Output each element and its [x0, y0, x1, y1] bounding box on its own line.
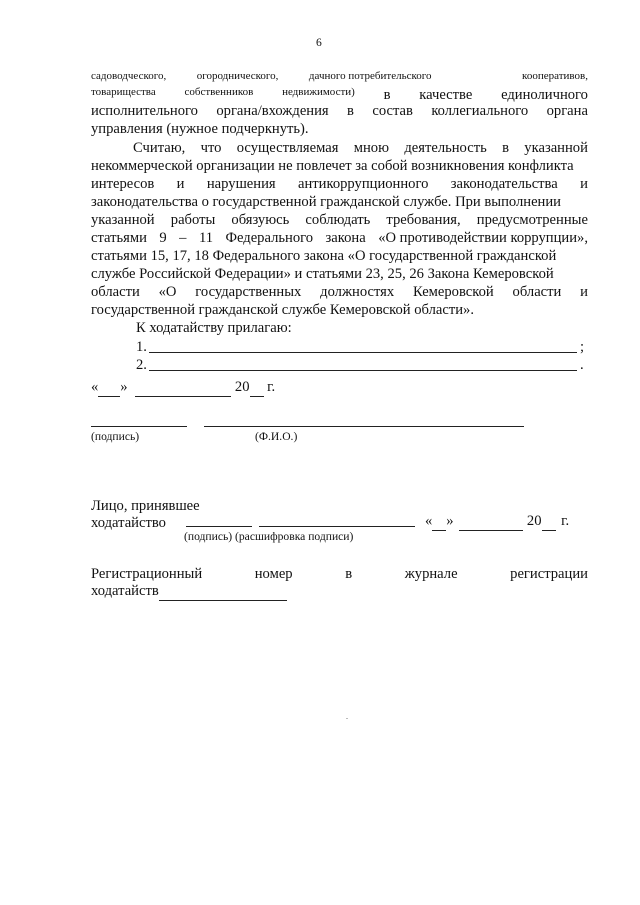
word: что	[200, 140, 222, 156]
word: обязуюсь	[231, 212, 290, 228]
receiver-label-line1: Лицо, принявшее	[91, 498, 200, 514]
word: огороднического,	[196, 70, 279, 82]
word: Считаю,	[133, 140, 186, 156]
attachment-item-1-end: ;	[580, 339, 585, 355]
paragraph2-line10: государственной гражданской службе Кемеровской области».	[91, 302, 474, 318]
year-prefix: 20	[526, 513, 542, 529]
word: в	[383, 87, 391, 103]
year-blank	[542, 512, 556, 531]
paragraph2-line4: законодательства о государственной гражданской службе. При выполнении	[91, 194, 561, 210]
word: должностях	[320, 284, 395, 300]
registration-line2	[91, 582, 287, 601]
attachment-item-1-number: 1.	[136, 339, 147, 355]
word: в	[347, 103, 354, 119]
receiver-caption: (подпись) (расшифровка подписи)	[184, 530, 354, 543]
word: государственных	[195, 284, 302, 300]
word: дачного потребительского	[308, 70, 432, 82]
word: требования,	[386, 212, 461, 228]
paragraph2-line7: статьями 15, 17, 18 Федерального закона «О государственной гражданской	[91, 248, 557, 264]
word: и	[580, 176, 588, 192]
word: работы	[170, 212, 216, 228]
year-suffix: г.	[561, 513, 570, 529]
paragraph1-line4: управления (нужное подчеркнуть).	[91, 121, 309, 137]
receiver-label-line2: ходатайство	[91, 515, 166, 531]
word: в	[345, 566, 353, 582]
word: и	[580, 284, 588, 300]
word: мною	[353, 140, 390, 156]
paragraph2-line9	[91, 283, 588, 301]
attachments-heading: К ходатайству прилагаю:	[136, 320, 292, 336]
receiver-signature-blank	[186, 526, 252, 527]
scan-speck	[346, 718, 348, 719]
word: 9	[159, 230, 167, 246]
word: указанной	[91, 212, 155, 228]
paragraph2-line3	[91, 175, 588, 193]
attachment-item-2-number: 2.	[136, 357, 147, 373]
name-blank	[204, 426, 524, 427]
month-blank	[459, 512, 523, 531]
word: журнале	[404, 566, 458, 582]
day-blank	[432, 512, 446, 531]
word: органа	[546, 103, 588, 119]
paragraph2-line1	[133, 139, 588, 157]
word: органа/вхождения	[216, 103, 329, 119]
attachment-item-1-blank	[149, 352, 577, 353]
receiver-name-blank	[259, 526, 415, 527]
word: закона	[325, 230, 366, 246]
word: интересов	[91, 176, 155, 192]
date-line	[91, 378, 275, 397]
word: деятельность	[404, 140, 487, 156]
attachment-item-2-blank	[149, 370, 577, 371]
word: в	[502, 140, 509, 156]
word: садоводческого,	[91, 70, 167, 82]
word: собственников	[184, 86, 254, 98]
word: –	[179, 230, 187, 246]
word: соблюдать	[305, 212, 371, 228]
signature-blank	[91, 426, 187, 427]
word: области	[91, 284, 140, 300]
page-number: 6	[316, 36, 322, 49]
word: предусмотренные	[476, 212, 588, 228]
year-blank	[250, 378, 264, 397]
word: указанной	[524, 140, 588, 156]
word: регистрации	[510, 566, 588, 582]
word: «О противодействии коррупции»,	[378, 230, 588, 246]
word: единоличного	[501, 87, 588, 103]
close-quote: »	[446, 513, 454, 529]
word: 11	[198, 230, 213, 246]
word: состав	[372, 103, 413, 119]
paragraph2-line5	[91, 211, 588, 229]
month-blank	[135, 378, 231, 397]
word: качестве	[419, 87, 473, 103]
word: Кемеровской	[413, 284, 494, 300]
word: области	[512, 284, 562, 300]
word: исполнительного	[91, 103, 198, 119]
word: нарушения	[206, 176, 276, 192]
word: и	[176, 176, 185, 192]
signature-caption: (подпись)	[91, 430, 140, 443]
day-blank	[98, 378, 120, 397]
word: номер	[254, 566, 293, 582]
word: Регистрационный	[91, 566, 203, 582]
word: «О	[158, 284, 177, 300]
word: антикоррупционного	[298, 176, 429, 192]
attachment-item-2-end: .	[580, 357, 584, 373]
open-quote: «	[425, 513, 433, 529]
registration-line1	[91, 565, 588, 583]
paragraph2-line6	[91, 229, 588, 247]
word: Федерального	[225, 230, 314, 246]
paragraph2-line2: некоммерческой организации не повлечет за собой возникновения конфликта	[91, 158, 574, 174]
registration-label: ходатайств	[91, 583, 159, 599]
year-suffix: г.	[267, 379, 276, 395]
receiver-date	[425, 512, 569, 531]
word: статьями	[91, 230, 147, 246]
registration-number-blank	[159, 582, 287, 601]
word: кооперативов,	[522, 70, 588, 82]
word: законодательства	[450, 176, 558, 192]
paragraph2-line8: службе Российской Федерации» и статьями 23, 25, 26 Закона Кемеровской	[91, 266, 554, 282]
word: коллегиального	[431, 103, 529, 119]
paragraph1-line3	[91, 102, 588, 120]
word: осуществляемая	[236, 140, 339, 156]
word: товарищества	[91, 86, 156, 98]
word: недвижимости)	[282, 86, 355, 98]
name-caption: (Ф.И.О.)	[255, 430, 298, 443]
close-quote: »	[120, 379, 128, 395]
open-quote: «	[91, 379, 99, 395]
paragraph1-line1	[91, 70, 588, 83]
year-prefix: 20	[234, 379, 250, 395]
